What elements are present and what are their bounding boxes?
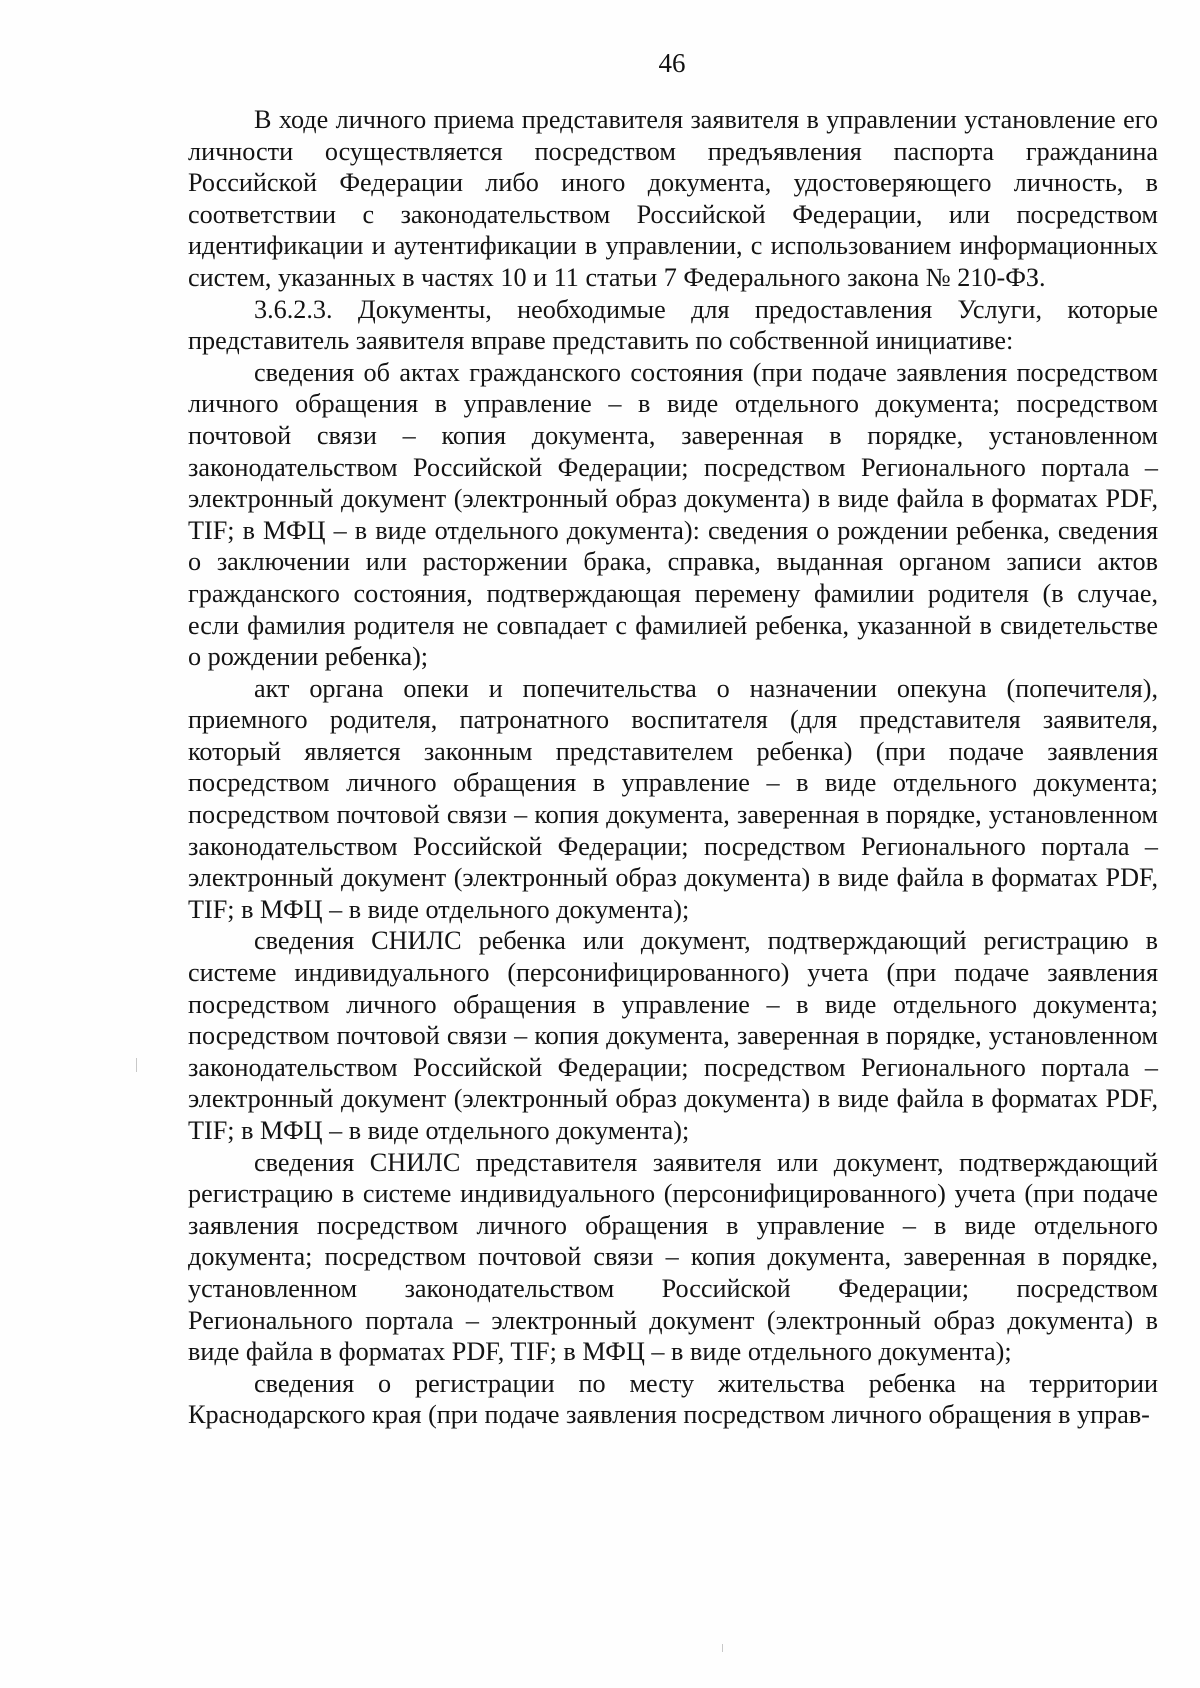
paragraph-child-snils: сведения СНИЛС ребенка или документ, подтверждающий регистрацию в системе индивидуального (персонифицированного) учета (при подаче заявления посредством личного обращения в управление – в виде отдельного документа; посредством почтовой связи – копия документа, заверенная в порядке, установленном законодательством Российской Федерации; посредством Регионального портала – электронный документ (электронный образ документа) в виде файла в форматах PDF, TIF; в МФЦ – в виде отдельного документа); <box>188 926 1158 1145</box>
scan-artifact <box>136 1058 137 1072</box>
paragraph-section-3-6-2-3: 3.6.2.3. Документы, необходимые для предоставления Услуги, которые представитель заявителя вправе представить по собственной инициативе: <box>188 294 1158 356</box>
document-body <box>188 104 1158 1431</box>
scan-artifact <box>722 1644 723 1652</box>
paragraph-identity-verification: В ходе личного приема представителя заявителя в управлении установление его личности осуществляется посредством предъявления паспорта гражданина Российской Федерации либо иного документа, удостоверяющего личность, в соответствии с законодательством Российской Федерации, или посредством идентификации и аутентификации в управлении, с использованием информационных систем, указанных в частях 10 и 11 статьи 7 Федерального закона № 210-ФЗ. <box>188 105 1158 292</box>
paragraph-guardianship-act: акт органа опеки и попечительства о назначении опекуна (попечителя), приемного родителя, патронатного воспитателя (для представителя заявителя, который является законным представителем ребенка) (при подаче заявления посредством личного обращения в управление – в виде отдельного документа; посредством почтовой связи – копия документа, заверенная в порядке, установленном законодательством Российской Федерации; посредством Регионального портала – электронный документ (электронный образ документа) в виде файла в форматах PDF, TIF; в МФЦ – в виде отдельного документа); <box>188 673 1158 924</box>
page-number: 46 <box>658 48 686 78</box>
paragraph-representative-snils: сведения СНИЛС представителя заявителя или документ, подтверждающий регистрацию в системе индивидуального (персонифицированного) учета (при подаче заявления посредством личного обращения в управление – в виде отдельного документа; посредством почтовой связи – копия документа, заверенная в порядке, установленном законодательством Российской Федерации; посредством Регионального портала – электронный документ (электронный образ документа) в виде файла в форматах PDF, TIF; в МФЦ – в виде отдельного документа); <box>188 1147 1158 1367</box>
paragraph-civil-status-records: сведения об актах гражданского состояния (при подаче заявления посредством личного обращения в управление – в виде отдельного документа; посредством почтовой связи – копия документа, заверенная в порядке, установленном законодательством Российской Федерации; посредством Регионального портала – электронный документ (электронный образ документа) в виде файла в форматах PDF, TIF; в МФЦ – в виде отдельного документа): сведения о рождении ребенка, сведения о заключении или расторжении брака, справка, выданная органом записи актов гражданского состояния, подтверждающая перемену фамилии родителя (в случае, если фамилия родителя не совпадает с фамилией ребенка, указанной в свидетельстве о рождении ребенка); <box>188 357 1158 672</box>
paragraph-residence-registration: сведения о регистрации по месту жительства ребенка на территории Краснодарского края (при подаче заявления посредством личного обращения в управ- <box>188 1368 1158 1430</box>
